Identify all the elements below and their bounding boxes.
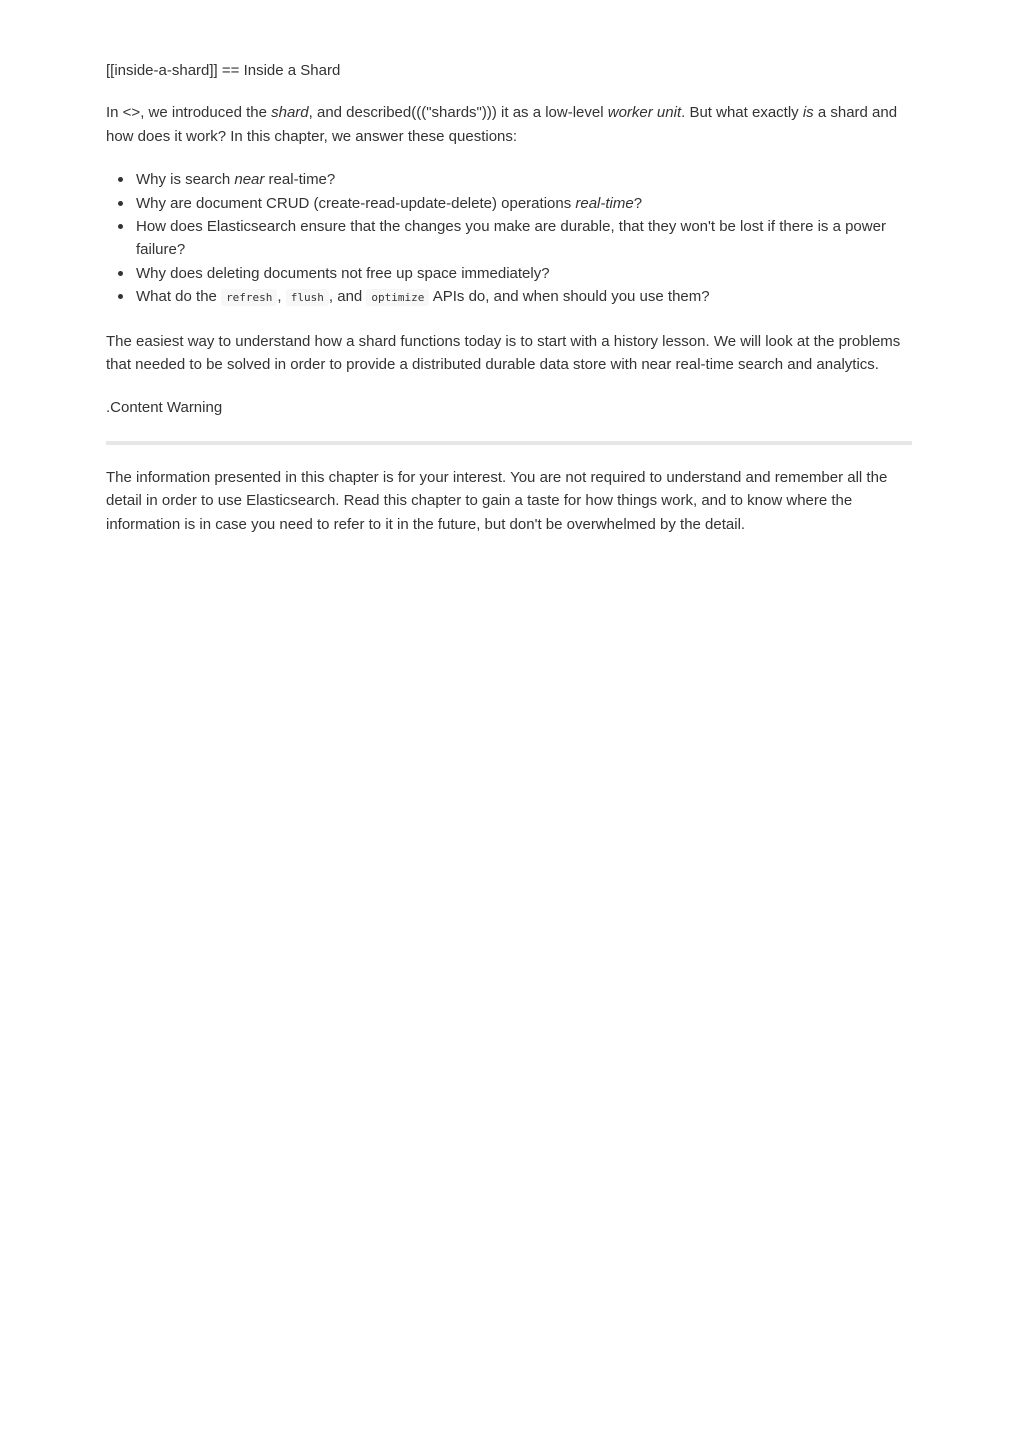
code-flush: flush [286,289,329,306]
intro-emphasis-worker-unit: worker unit [607,104,682,122]
question-1-text-a: Why is search [136,171,235,189]
intro-text-2: , and described((("shards"))) it as a low-level [308,104,608,122]
history-paragraph: The easiest way to understand how a shard functions today is to start with a history lesson. We will look at the problems that needed to be solved in order to provide a distributed durable data store with near real-time search and analytics. [106,332,901,374]
intro-text-3: . But what exactly [681,104,803,122]
questions-list [106,168,912,309]
code-refresh: refresh [221,289,277,306]
content-warning-paragraph: The information presented in this chapter is for your interest. You are not required to understand and remember all the detail in order to use Elasticsearch. Read this chapter to gain a taste for how things work, and to know where the information is in case you need to refer to it in the future, but don't be overwhelmed by the detail. [106,468,888,533]
question-1-emphasis: near [234,171,265,189]
content-warning-title: .Content Warning [106,399,223,417]
list-item: Why does deleting documents not free up space immediately? [136,262,912,285]
question-5-text-b: APIs do, and when should you use them? [429,288,710,306]
question-1-text-b: real-time? [264,171,336,189]
chapter-heading-line: [[inside-a-shard]] == Inside a Shard [106,62,341,79]
question-5-separator-2: , and [328,288,367,306]
horizontal-divider [106,441,912,445]
list-item: How does Elasticsearch ensure that the changes you make are durable, that they won't be lost if there is a power failure? [136,215,912,262]
question-2-text-a: Why are document CRUD (create-read-update-delete) operations [136,194,576,212]
intro-text-1: In <>, we introduced the [106,104,272,122]
list-item [136,192,912,215]
list-item [136,168,912,191]
code-optimize: optimize [366,289,429,306]
question-2-text-b: ? [633,194,643,212]
intro-text-4: a shard and how does it work? In this chapter, we answer these questions: [106,104,898,145]
intro-emphasis-is: is [802,104,814,122]
intro-emphasis-shard: shard [271,104,309,122]
intro-paragraph [106,101,912,148]
list-item [136,285,912,309]
question-5-separator-1: , [277,288,286,306]
question-5-text-a: What do the [136,288,222,306]
question-2-emphasis: real-time [575,194,634,212]
